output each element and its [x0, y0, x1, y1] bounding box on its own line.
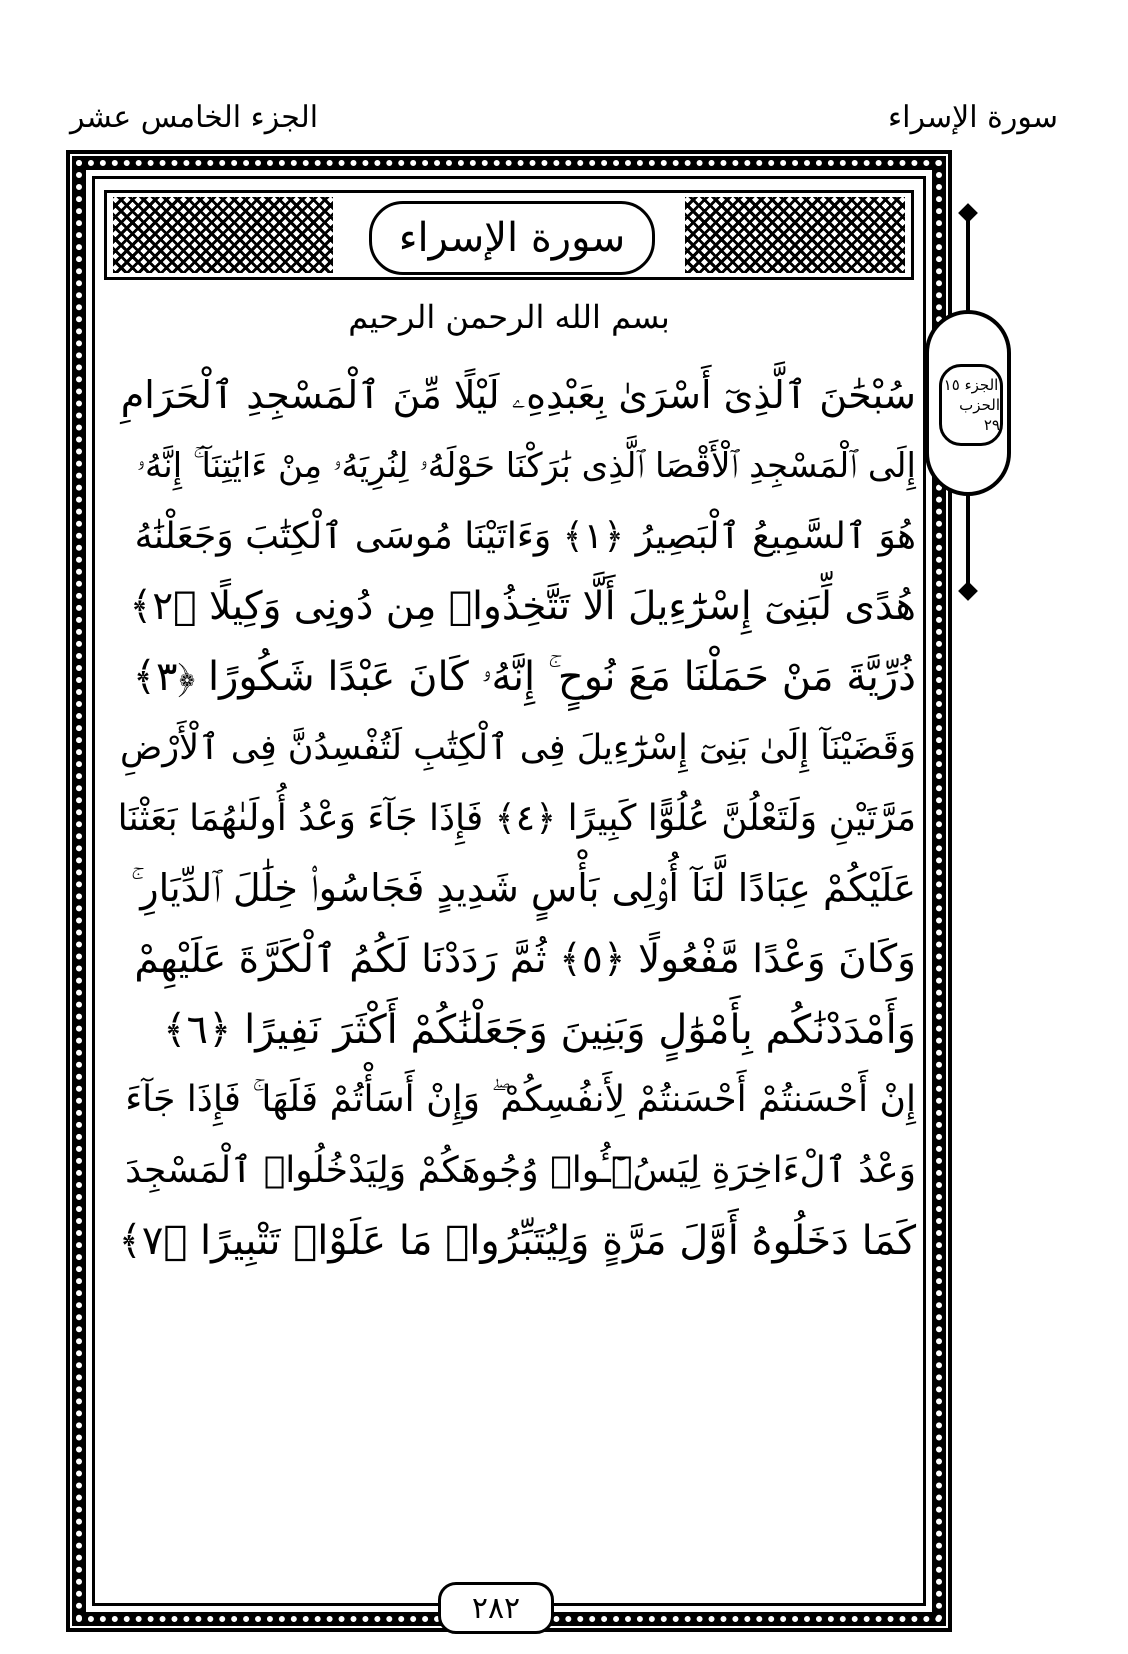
- ornament-left-icon: [113, 197, 333, 273]
- hizb-marker: [925, 310, 1011, 496]
- juz-header: الجزء الخامس عشر: [70, 100, 319, 135]
- verse-line: وَأَمْدَدْنَٰكُم بِأَمْوَٰلٍ وَبَنِينَ وَجَعَلْنَٰكُمْ أَكْثَرَ نَفِيرًا ﴿٦﴾: [163, 1006, 916, 1053]
- verse-line: عَلَيْكُمْ عِبَادًا لَّنَآ أُو۟لِى بَأْسٍ شَدِيدٍ فَجَاسُوا۟ خِلَٰلَ ٱلدِّيَارِ ۚ: [130, 866, 916, 911]
- hizb-marker-label: [939, 364, 1003, 446]
- surah-header: سورة الإسراء: [888, 100, 1058, 135]
- page-number: ٢٨٢: [438, 1582, 554, 1634]
- verse-line: كَمَا دَخَلُوهُ أَوَّلَ مَرَّةٍ وَلِيُتَبِّرُوا۟ مَا عَلَوْا۟ تَتْبِيرًا ﴿٧﴾: [118, 1218, 916, 1265]
- surah-title-band: [104, 190, 914, 280]
- hizb-label: الحزب ٢٩: [959, 396, 1000, 434]
- verse-line: ذُرِّيَّةَ مَنْ حَمَلْنَا مَعَ نُوحٍ ۚ إِنَّهُۥ كَانَ عَبْدًا شَكُورًا ﴿٣﴾: [132, 654, 916, 701]
- verse-block: [106, 360, 916, 1277]
- verse-line: وَعْدُ ٱلْءَاخِرَةِ لِيَسُۥٓـُٔوا۟ وُجُوهَكُمْ وَلِيَدْخُلُوا۟ ٱلْمَسْجِدَ: [125, 1150, 916, 1192]
- verse-line: إِنْ أَحْسَنتُمْ أَحْسَنتُمْ لِأَنفُسِكُمْ ۖ وَإِنْ أَسَأْتُمْ فَلَهَا ۚ فَإِذَا جَآءَ: [125, 1079, 916, 1121]
- surah-title: سورة الإسراء: [369, 201, 655, 275]
- basmala: بسم الله الرحمن الرحيم: [348, 298, 670, 336]
- verse-line: سُبْحَٰنَ ٱلَّذِىٓ أَسْرَىٰ بِعَبْدِهِۦ لَيْلًا مِّنَ ٱلْمَسْجِدِ ٱلْحَرَامِ: [120, 372, 916, 417]
- juz-label: الجزء ١٥: [943, 376, 999, 394]
- ornament-right-icon: [685, 197, 905, 273]
- verse-line: مَرَّتَيْنِ وَلَتَعْلُنَّ عُلُوًّا كَبِيرًا ﴿٤﴾ فَإِذَا جَآءَ وَعْدُ أُولَىٰهُمَا بَعَثْنَا: [117, 797, 916, 839]
- verse-line: وَكَانَ وَعْدًا مَّفْعُولًا ﴿٥﴾ ثُمَّ رَدَدْنَا لَكُمُ ٱلْكَرَّةَ عَلَيْهِمْ: [134, 936, 916, 982]
- verse-line: إِلَى ٱلْمَسْجِدِ ٱلْأَقْصَا ٱلَّذِى بَٰرَكْنَا حَوْلَهُۥ لِنُرِيَهُۥ مِنْ ءَايَٰتِنَآ ۚ إِنَّهُۥ: [136, 445, 916, 486]
- verse-line: هُدًى لِّبَنِىٓ إِسْرَٰٓءِيلَ أَلَّا تَتَّخِذُوا۟ مِن دُونِى وَكِيلًا ﴿٢﴾: [129, 584, 916, 630]
- verse-line: وَقَضَيْنَآ إِلَىٰ بَنِىٓ إِسْرَٰٓءِيلَ فِى ٱلْكِتَٰبِ لَتُفْسِدُنَّ فِى ٱلْأَرْضِ: [119, 727, 916, 768]
- verse-line: هُوَ ٱلسَّمِيعُ ٱلْبَصِيرُ ﴿١﴾ وَءَاتَيْنَا مُوسَى ٱلْكِتَٰبَ وَجَعَلْنَٰهُ: [134, 515, 916, 557]
